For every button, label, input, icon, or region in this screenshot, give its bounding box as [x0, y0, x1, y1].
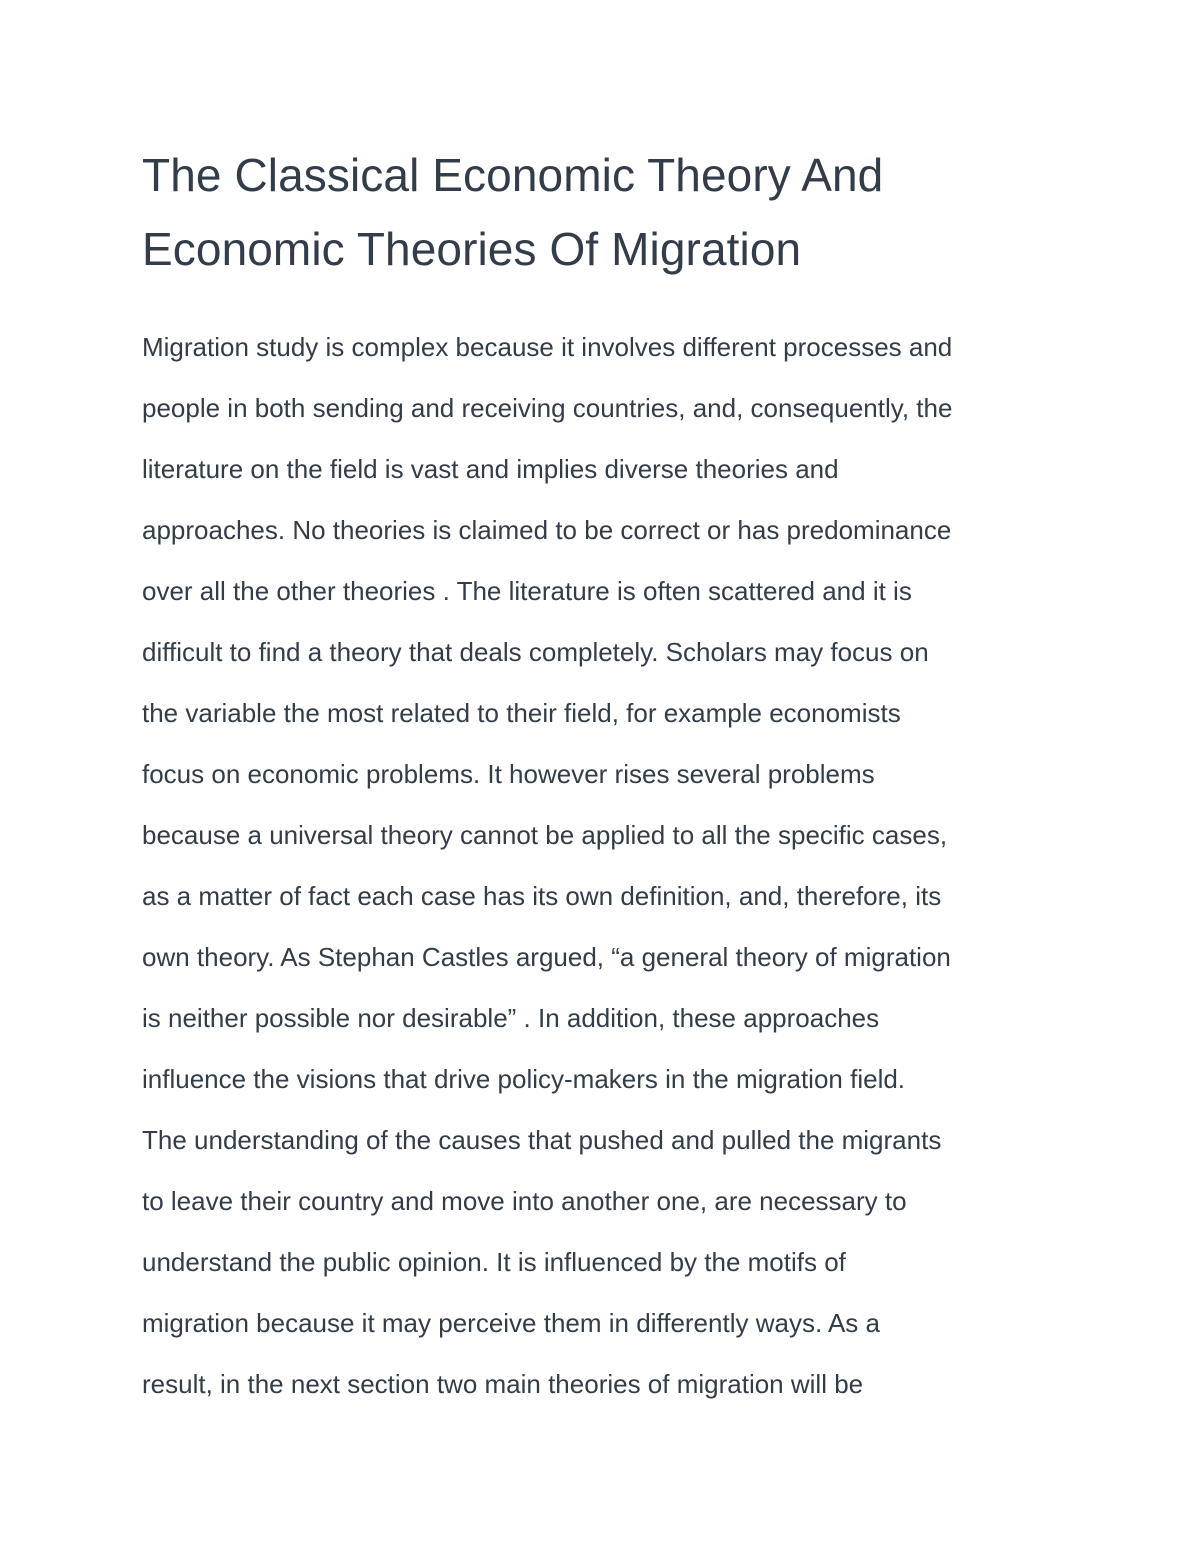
document-body [142, 317, 1082, 1415]
body-line: as a matter of fact each case has its own definition, and, therefore, its [142, 881, 942, 911]
body-line: difficult to find a theory that deals completely. Scholars may focus on [142, 637, 929, 667]
body-line: over all the other theories . The literature is often scattered and it is [142, 576, 912, 606]
body-line: influence the visions that drive policy-makers in the migration field. [142, 1064, 906, 1094]
body-line: approaches. No theories is claimed to be correct or has predominance [142, 515, 952, 545]
body-line: Migration study is complex because it involves different processes and [142, 332, 953, 362]
body-line: is neither possible nor desirable” . In addition, these approaches [142, 1003, 880, 1033]
body-line: the variable the most related to their field, for example economists [142, 698, 901, 728]
body-line: literature on the field is vast and implies diverse theories and [142, 454, 839, 484]
body-line: migration because it may perceive them in differently ways. As a [142, 1308, 880, 1338]
body-line: The understanding of the causes that pushed and pulled the migrants [142, 1125, 942, 1155]
body-line: understand the public opinion. It is influenced by the motifs of [142, 1247, 846, 1277]
title-line-1: The Classical Economic Theory And [142, 149, 884, 201]
body-line: people in both sending and receiving countries, and, consequently, the [142, 393, 953, 423]
body-line: focus on economic problems. It however rises several problems [142, 759, 875, 789]
document-title [142, 138, 1072, 286]
title-line-2: Economic Theories Of Migration [142, 223, 802, 275]
body-line: own theory. As Stephan Castles argued, “a general theory of migration [142, 942, 951, 972]
body-line: to leave their country and move into another one, are necessary to [142, 1186, 907, 1216]
body-line: result, in the next section two main theories of migration will be [142, 1369, 864, 1399]
body-line: because a universal theory cannot be applied to all the specific cases, [142, 820, 948, 850]
